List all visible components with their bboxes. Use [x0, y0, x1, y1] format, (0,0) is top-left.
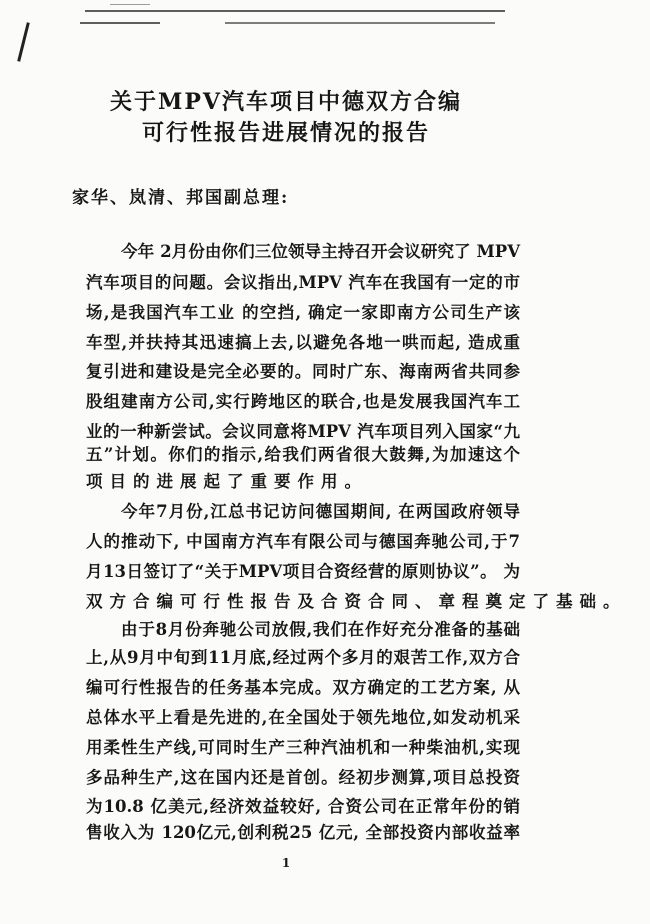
- body-text-line: 由于8月份奔驰公司放假,我们在作好充分准备的基础: [121, 620, 520, 639]
- body-text-line: 上,从9月中旬到11月底,经过两个多月的艰苦工作,双方合: [86, 648, 520, 667]
- body-text-line: 总体水平上看是先进的,在全国处于领先地位,如发动机采: [86, 708, 520, 727]
- document-title-line-2: 可行性报告进展情况的报告: [141, 120, 430, 146]
- salutation: 家华、岚清、邦国副总理:: [72, 188, 290, 208]
- body-text-line: 业的一种新尝试。会议同意将MPV 汽车项目列入国家“九: [86, 422, 520, 441]
- body-text-line: 车型,并扶持其迅速搞上去,以避免各地一哄而起, 造成重: [86, 333, 520, 352]
- scan-artifact-line: [110, 4, 150, 5]
- pen-mark: [17, 22, 30, 62]
- scan-artifact-line: [80, 22, 160, 24]
- page-number: 1: [281, 856, 291, 870]
- body-text-line: 复引进和建设是完全必要的。同时广东、海南两省共同参: [86, 362, 520, 381]
- scan-artifact-line: [225, 22, 495, 24]
- body-text-line: 今年7月份,江总书记访问德国期间, 在两国政府领导: [121, 502, 520, 521]
- body-text-line: 多品种生产,这在国内还是首创。经初步测算,项目总投资: [86, 768, 520, 787]
- body-text-line: 为10.8 亿美元,经济效益较好, 合资公司在正常年份的销: [86, 797, 520, 816]
- body-text-line: 用柔性生产线,可同时生产三种汽油机和一种柴油机,实现: [86, 738, 520, 757]
- body-text-line: 月13日签订了“关于MPV项目合资经营的原则协议”。 为: [86, 562, 520, 581]
- document-title-line-1: 关于MPV汽车项目中德双方合编: [110, 89, 462, 115]
- body-text-line: 场,是我国汽车工业 的空挡, 确定一家即南方公司生产该: [86, 303, 520, 322]
- body-text-line: 人的推动下, 中国南方汽车有限公司与德国奔驰公司,于7: [86, 532, 520, 551]
- body-text-line: 今年 2月份由你们三位领导主持召开会议研究了 MPV: [121, 242, 520, 261]
- body-text-line: 编可行性报告的任务基本完成。双方确定的工艺方案, 从: [86, 678, 520, 697]
- body-text-line: 五”计划。你们的指示,给我们两省很大鼓舞,为加速这个: [86, 445, 520, 464]
- body-text-line: 股组建南方公司,实行跨地区的联合,也是发展我国汽车工: [86, 392, 520, 411]
- body-text-line: 项目的进展起了重要作用。: [86, 472, 368, 491]
- body-text-line: 汽车项目的问题。会议指出,MPV 汽车在我国有一定的市: [86, 273, 520, 292]
- body-text-line: 售收入为 120亿元,创利税25 亿元, 全部投资内部收益率: [86, 823, 520, 842]
- scan-artifact-line: [85, 10, 505, 12]
- body-text-line: 双方合编可行性报告及合资合同、章程奠定了基础。: [86, 592, 627, 611]
